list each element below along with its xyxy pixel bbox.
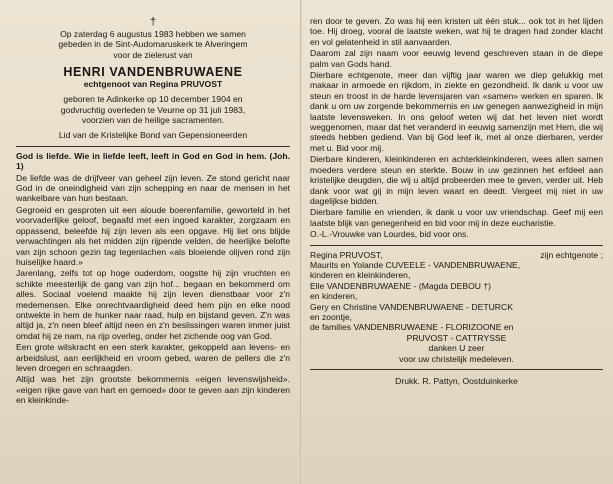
family-line: voor uw christelijk medeleven. [399,353,514,364]
family-line: PRUVOST - CATTRYSSE [406,332,507,343]
intro-line: Op zaterdag 6 augustus 1983 hebben we samen [60,29,246,39]
dates-line: geboren te Adinkerke op 10 december 1904 en [63,94,243,105]
family-line: Maurits en Yolande CUVEELE - VANDENBRUWAENE, [310,259,521,270]
family-line: en kinderen, [310,291,358,302]
eulogy-text [16,151,290,406]
farewell-paragraph: Dierbare kinderen, kleinkinderen en achterkleinkinderen, wees allen samen moeders verdere steun en sterkte. Bouw in uw gezinnen het erfdeel aan kristelijke deugden, die wij u altijd probeerden mee te geven, verder uit. Heb dank voor wat gij in mijn leven waart en deedt. Vergeet mij niet in uw dagelijkse bidden. [310,154,603,206]
prayer-signature: O.-L.-Vrouwke van Lourdes, bid voor ons. [310,229,469,240]
intro-line: gebeden in de Sint-Audomaruskerk te Alveringem [58,39,248,50]
eulogy-paragraph: Jarenlang, zelfs tot op hoge ouderdom, oogstte hij zijn vruchten en schikte meesterlijk de gang van zijn hof... begaan en bekommerd om alles. Sociaal voelend maakte hij zijn leven dienstbaar voor z'n medemensen. Elke onrechtvaardigheid deed hem pijn en elke nood ontwekte in hem de hunker naar raad, hulp en bijstand geven. Z'n was altijd ja, z'n neen bleef altijd neen en z'n beslissingen waren immer juist omdat hij ze nam, na rijp overleg, onder het zichende oog van God. [16,268,290,341]
membership-line: Lid van de Kristelijke Bond van Gepensioneerden [58,130,248,141]
intro-text [16,29,290,60]
family-line: de families VANDENBRUWAENE - FLORIZOONE en [310,322,514,333]
eulogy-paragraph: God is liefde. Wie in liefde leeft, leeft in God en God in hem. (Joh. 1) [16,150,290,172]
family-line: kinderen en kleinkinderen, [310,270,411,281]
farewell-paragraph: Dierbare echtgenote, meer dan vijftig jaar waren we diep gelukkig met makaar in armoede en rijkdom, in ziekte en gezondheid. Ik dank u voor uw steun en troost in de harde levensjaren van «samen» werken en sparen. Ik dank u om uw zorgende bekommernis en uw genegen aanwezigheid in mijn laatste levensweken. In ons geloof weten wij dat het leven niet wordt weggenomen, maar dat het veranderd in eeuwig samenzijn met Hem, die wij steeds hebben gediend. Van bij God leef ik, met al onze dierbaren, verder met u. Bid voor mij. [310,70,603,153]
right-page [302,0,613,484]
eulogy-paragraph: Altijd was het zijn grootste bekommernis «eigen levenswijsheid». «eigen rijke gave van hart en gemoed» door te geven aan zijn kinderen en kleinkinde- [16,374,290,406]
spouse-line: echtgenoot van Regina PRUVOST [83,79,223,90]
family-row [310,250,603,260]
family-line: Regina PRUVOST, [310,249,383,260]
family-line: Elle VANDENBRUWAENE - (Magda DEBOU †) [310,280,491,291]
family-line: en zoontje, [310,311,353,322]
left-page [0,0,300,484]
family-line: danken U zeer [428,343,485,354]
printer-credit: Drukk. R. Pattyn, Oostduinkerke [395,376,518,386]
family-thanks [310,250,603,364]
deceased-name: HENRI VANDENBRUWAENE [63,65,243,80]
farewell-paragraph: ren door te geven. Zo was hij een kristen uit één stuk... ook tot in het lijden toe. Hij droeg, vooral de laatste weken, wat hij te dragen had zonder klacht en vol gelatenheid in stil aanvaarden. [310,16,603,47]
family-line: zijn echtgenote ; [540,249,603,260]
eulogy-paragraph: De liefde was de drijfveer van geheel zijn leven. Ze stond gericht naar God in de oneindigheid van zijn schepping en naar de mensen in het wankelbare van hun bestaan. [16,172,290,204]
dates-line: voorzien van de heilige sacramenten. [81,115,225,126]
dates-line: godvruchtig overleden te Veurne op 31 juli 1983, [60,104,246,115]
divider [310,369,603,370]
cross-symbol: † [149,16,157,28]
birth-death-dates [16,94,290,125]
eulogy-paragraph: Een grote wilskracht en een sterk karakter, gekoppeld aan levens- en arbeidslust, aan eerlijkheid en vroom gebed, waren de pellers die z'n leven droegen en schraagden. [16,342,290,373]
farewell-paragraph: Daarom zal zijn naam voor eeuwig levend geschreven staan in de diepe palm van Gods hand. [310,48,603,69]
farewell-text [310,16,603,228]
divider [310,245,603,246]
intro-line: voor de zielerust van [113,49,193,60]
eulogy-paragraph: Gegroeid en gesproten uit een aloude boerenfamilie, geworteld in het voorvaderlijke geloof, begaafd met een ingoed karakter, zorgzaam en oppassend, beleefde hij zijn leven als een opgave. Hij liet ons blijde verwachtingen als het midden zijn rijpende velden, de heerlijke belofte van zijn schoon gezin tag tegenlachen «als bloeiende olijven rond zijn huiselijke haard.» [16,204,290,267]
family-line: Gery en Christine VANDENBRUWAENE - DETURCK [310,301,513,312]
divider [16,146,290,147]
farewell-paragraph: Dierbare familie en vrienden, ik dank u voor uw vriendschap. Geef mij een laatste blijk van genegenheid en bid voor mij in deze eucharistie. [310,207,603,228]
